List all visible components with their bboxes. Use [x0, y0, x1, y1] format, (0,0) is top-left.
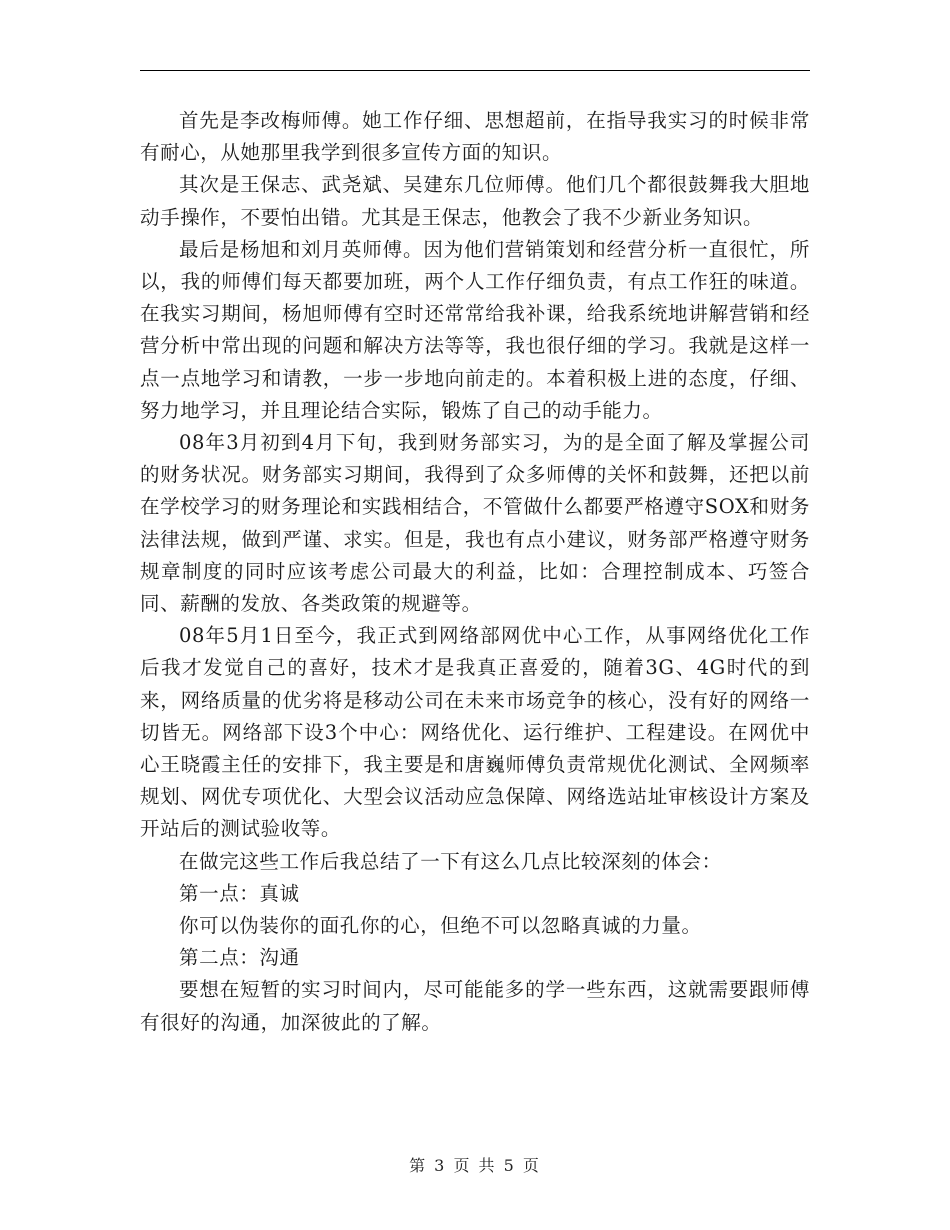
point-one-text: 你可以伪装你的面孔你的心，但绝不可以忽略真诚的力量。 — [179, 914, 702, 938]
header-rule — [140, 70, 810, 71]
point-two-text: 要想在短暂的实习时间内，尽可能能多的学一些东西，这就需要跟师傅有很好的沟通，加深彼此的了解。 — [140, 978, 810, 1034]
paragraph-5: 08年5月1日至今，我正式到网络部网优中心工作，从事网络优化工作后我才发觉自己的喜好，技术才是我真正喜爱的，随着3G、4G时代的到来，网络质量的优劣将是移动公司在未来市场竞争的核心，没有好的网络一切皆无。网络部下设3个中心：网络优化、运行维护、工程建设。在网优中心王晓霞主任的安排下，我主要是和唐巍师傅负责常规优化测试、全网频率规划、网优专项优化、大型会议活动应急保障、网络选站址审核设计方案及开站后的测试验收等。 — [140, 624, 810, 841]
document-body — [140, 105, 810, 1039]
point-one-heading: 第一点：真诚 — [179, 881, 300, 905]
paragraph-3: 最后是杨旭和刘月英师傅。因为他们营销策划和经营分析一直很忙，所以，我的师傅们每天都要加班，两个人工作仔细负责，有点工作狂的味道。在我实习期间，杨旭师傅有空时还常常给我补课，给我系统地讲解营销和经营分析中常出现的问题和解决方法等等，我也很仔细的学习。我就是这样一点一点地学习和请教，一步一步地向前走的。本着积极上进的态度，仔细、努力地学习，并且理论结合实际，锻炼了自己的动手能力。 — [140, 237, 810, 422]
paragraph-4: 08年3月初到4月下旬，我到财务部实习，为的是全面了解及掌握公司的财务状况。财务部实习期间，我得到了众多师傅的关怀和鼓舞，还把以前在学校学习的财务理论和实践相结合，不管做什么都要严格遵守SOX和财务法律法规，做到严谨、求实。但是，我也有点小建议，财务部严格遵守财务规章制度的同时应该考虑公司最大的利益，比如：合理控制成本、巧签合同、薪酬的发放、各类政策的规避等。 — [140, 431, 810, 616]
paragraph-1: 首先是李改梅师傅。她工作仔细、思想超前，在指导我实习的时候非常有耐心，从她那里我学到很多宣传方面的知识。 — [140, 109, 810, 165]
page-number: 第 3 页 共 5 页 — [409, 1156, 541, 1175]
point-two-heading: 第二点：沟通 — [179, 946, 300, 970]
paragraph-6: 在做完这些工作后我总结了一下有这么几点比较深刻的体会： — [179, 849, 722, 873]
paragraph-2: 其次是王保志、武尧斌、吴建东几位师傅。他们几个都很鼓舞我大胆地动手操作，不要怕出错。尤其是王保志，他教会了我不少新业务知识。 — [140, 173, 810, 229]
